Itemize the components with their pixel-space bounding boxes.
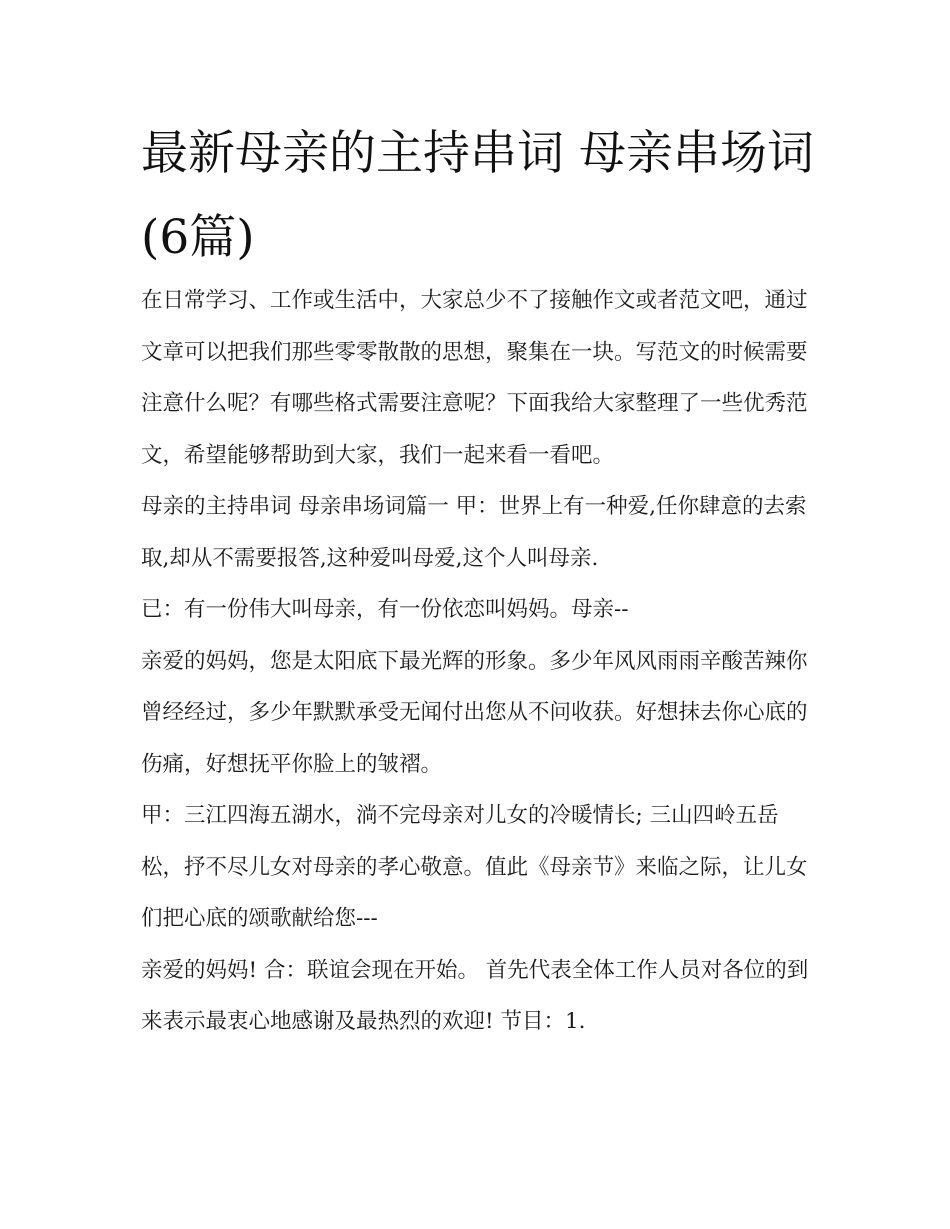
paragraph-line-5: 亲爱的妈妈! 合：联谊会现在开始。 首先代表全体工作人员对各位的到来表示最衷心地感谢及最热烈的欢迎! 节目：1. <box>141 957 809 1034</box>
paragraph-line-4: 甲：三江四海五湖水，淌不完母亲对儿女的冷暖情长; 三山四岭五岳松，抒不尽儿女对母亲的孝心敬意。值此《母亲节》来临之际，让儿女们把心底的颂歌献给您--- <box>141 803 808 931</box>
paragraph-opening: 母亲的主持串词 母亲串场词篇一 甲：世界上有一种爱,任你肆意的去索取,却从不需要报答,这种爱叫母爱,这个人叫母亲. <box>141 494 807 571</box>
paragraph-line-3: 亲爱的妈妈，您是太阳底下最光辉的形象。多少年风风雨雨辛酸苦辣你曾经经过，多少年默默承受无闻付出您从不问收获。好想抹去你心底的伤痛，好想抚平你脸上的皱褶。 <box>141 648 808 777</box>
document-body <box>141 275 821 1048</box>
document-title: 最新母亲的主持串词 母亲串场词(6篇) <box>141 126 814 265</box>
paragraph-line-2: 已：有一份伟大叫母亲，有一份依恋叫妈妈。母亲-- <box>141 597 629 622</box>
paragraph-intro: 在日常学习、工作或生活中，大家总少不了接触作文或者范文吧，通过文章可以把我们那些零零散散的思想，聚集在一块。写范文的时候需要注意什么呢？有哪些格式需要注意呢？下面我给大家整理了一些优秀范文，希望能够帮助到大家，我们一起来看一看吧。 <box>141 288 808 468</box>
